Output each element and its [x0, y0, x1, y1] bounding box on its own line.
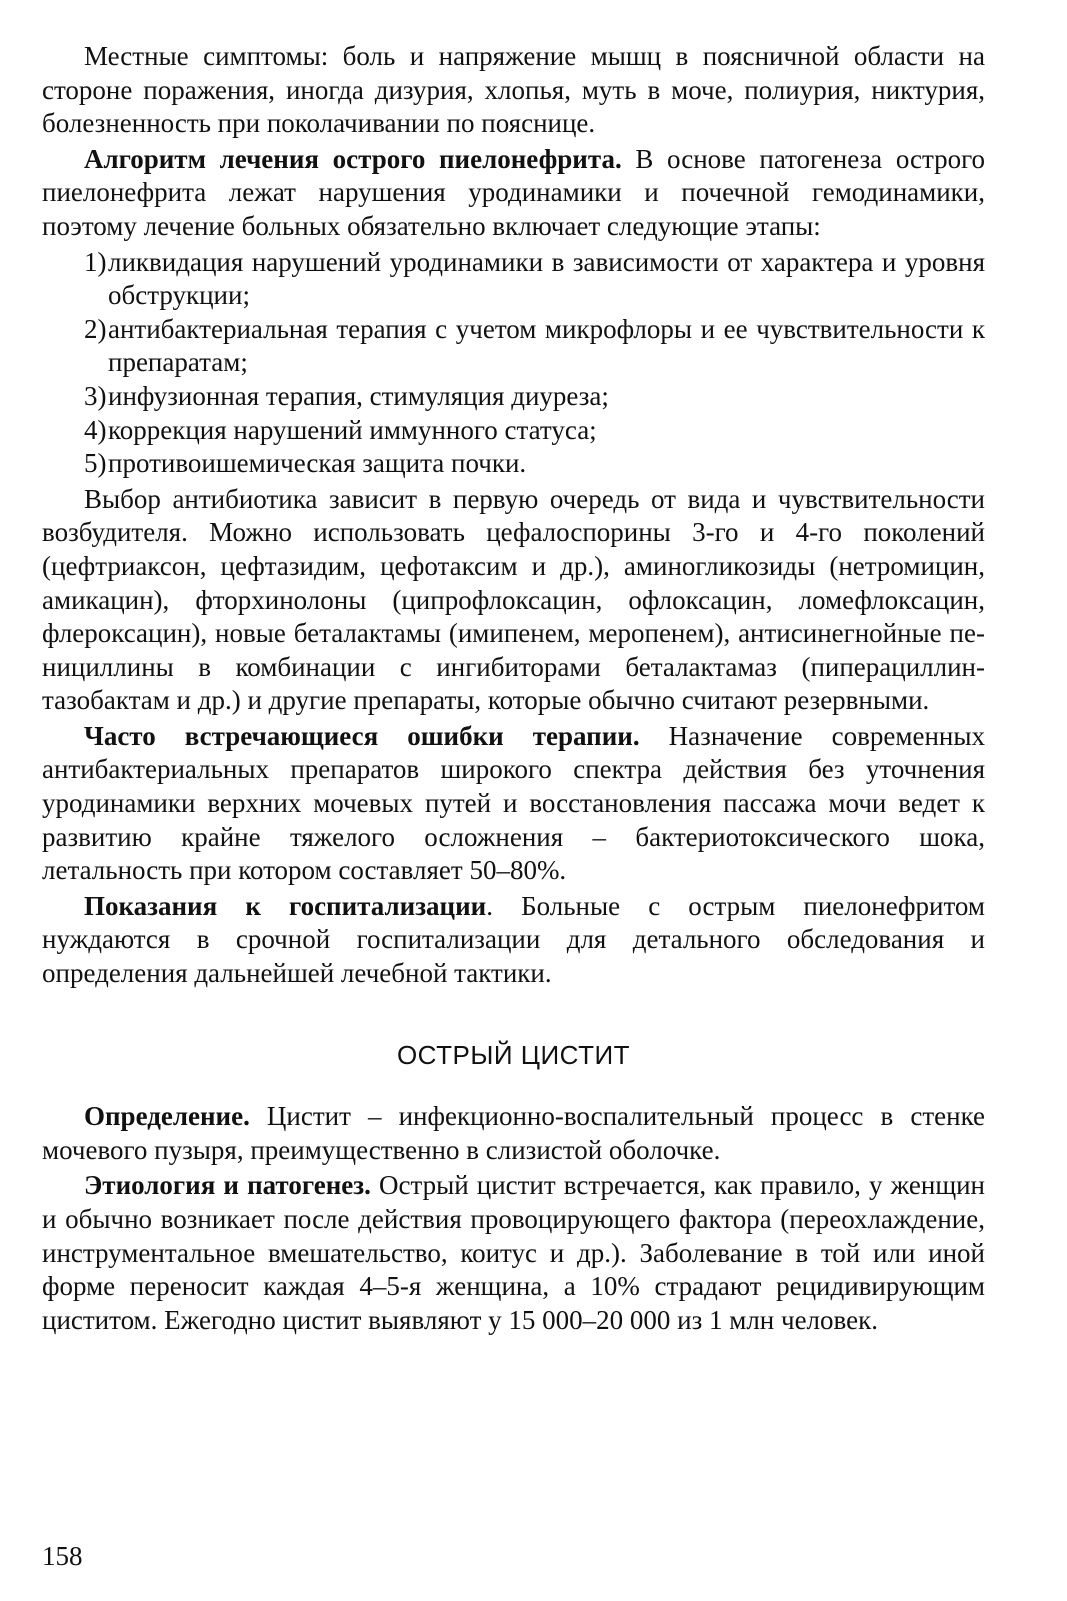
list-item-number: 4)	[84, 414, 107, 445]
list-item-text: противоишемическая защита почки.	[108, 448, 527, 479]
paragraph-antibiotic-choice: Выбор антибиотика зависит в первую очередь от вида и чувствительности возбудителя. Можно использовать цефалоспорины 3-го и 4-го поколений (цефтриаксон, цефтазидим, цефотаксим и др.), аминогликозиды (нетромицин, амикацин), фторхинолоны (ципрофлоксацин, офлоксацин, ломефлоксацин, флероксацин), новые беталактамы (имипенем, меропенем), антисинегнойные пенициллины в комбинации с ингибиторами беталактамаз (пиперациллин-тазобактам и др.) и другие препараты, которые обычно считают резервными.	[42, 483, 985, 716]
treatment-steps-list	[42, 246, 985, 481]
list-item-number: 5)	[84, 448, 107, 479]
heading-etiology: Этиология и патогенез.	[84, 1170, 371, 1201]
list-item	[42, 246, 985, 313]
list-item	[42, 447, 985, 481]
list-item	[42, 380, 985, 414]
list-item-number: 3)	[84, 380, 107, 411]
paragraph-etiology	[42, 1169, 985, 1337]
definition-text: Цистит – инфекционно-воспалительный процесс в стенке мочевого пузыря, преимущественно в слизистой оболочке.	[42, 1101, 985, 1165]
list-item	[42, 414, 985, 448]
list-item-text: антибактериальная терапия с учетом микрофлоры и ее чувствительности к препаратам;	[108, 313, 985, 378]
page-number: 158	[42, 1541, 83, 1571]
list-item-text: ликвидация нарушений уродинамики в зависимости от характера и уровня обструкции;	[108, 246, 985, 311]
heading-therapy-errors: Часто встречающиеся ошибки терапии.	[84, 720, 640, 751]
list-item-text: коррекция нарушений иммунного статуса;	[108, 414, 597, 445]
therapy-errors-text: Назначение современных антибактериальных препаратов широкого спектра действия без уточнения уродинамики верхних мочевых путей и восстановления пассажа мочи ведет к развитию крайне тяжелого осложнения – бактериотоксического шока, летальность при котором составляет 50–80%.	[42, 720, 985, 886]
heading-hospitalization: Показания к госпитализации	[84, 890, 487, 921]
heading-definition: Определение.	[84, 1101, 250, 1132]
etiology-text: Острый цистит встречается, как правило, у женщин и обычно возникает после действия провоцирующего фактора (переохлаждение, инструментальное вмешательство, коитус и др.). Заболевание в той или иной форме переносит каждая 4–5-я женщина, а 10% страдают рецидивирующим циститом. Ежегодно цистит выявляют у 15 000–20 000 из 1 млн человек.	[42, 1170, 986, 1335]
treatment-algorithm-text: В основе патогенеза острого пиелонефрита лежат нарушения уродинамики и почечной гемодинамики, поэтому лечение больных обязательно включает следующие этапы:	[42, 143, 986, 241]
paragraph-local-symptoms: Местные симптомы: боль и напряжение мышц в поясничной области на стороне поражения, иногда дизурия, хлопья, муть в моче, полиурия, никтурия, болезненность при поколачивании по пояснице.	[42, 41, 985, 139]
paragraph-definition	[42, 1100, 985, 1167]
paragraph-treatment-algorithm	[42, 143, 985, 244]
heading-treatment-algorithm: Алгоритм лечения острого пиелонефрита.	[84, 143, 622, 174]
list-item	[42, 313, 985, 380]
list-item-number: 2)	[84, 313, 107, 344]
section-title: ОСТРЫЙ ЦИСТИТ	[396, 1039, 631, 1070]
list-item-text: инфузионная терапия, стимуляция диуреза;	[108, 380, 609, 411]
list-item-number: 1)	[84, 246, 107, 277]
paragraph-hospitalization	[42, 890, 985, 991]
hospitalization-text: . Больные с острым пиелонефритом нуждаются в срочной госпитализации для детального обследования и определения дальнейшей лечебной тактики.	[42, 890, 985, 989]
paragraph-therapy-errors	[42, 720, 985, 888]
